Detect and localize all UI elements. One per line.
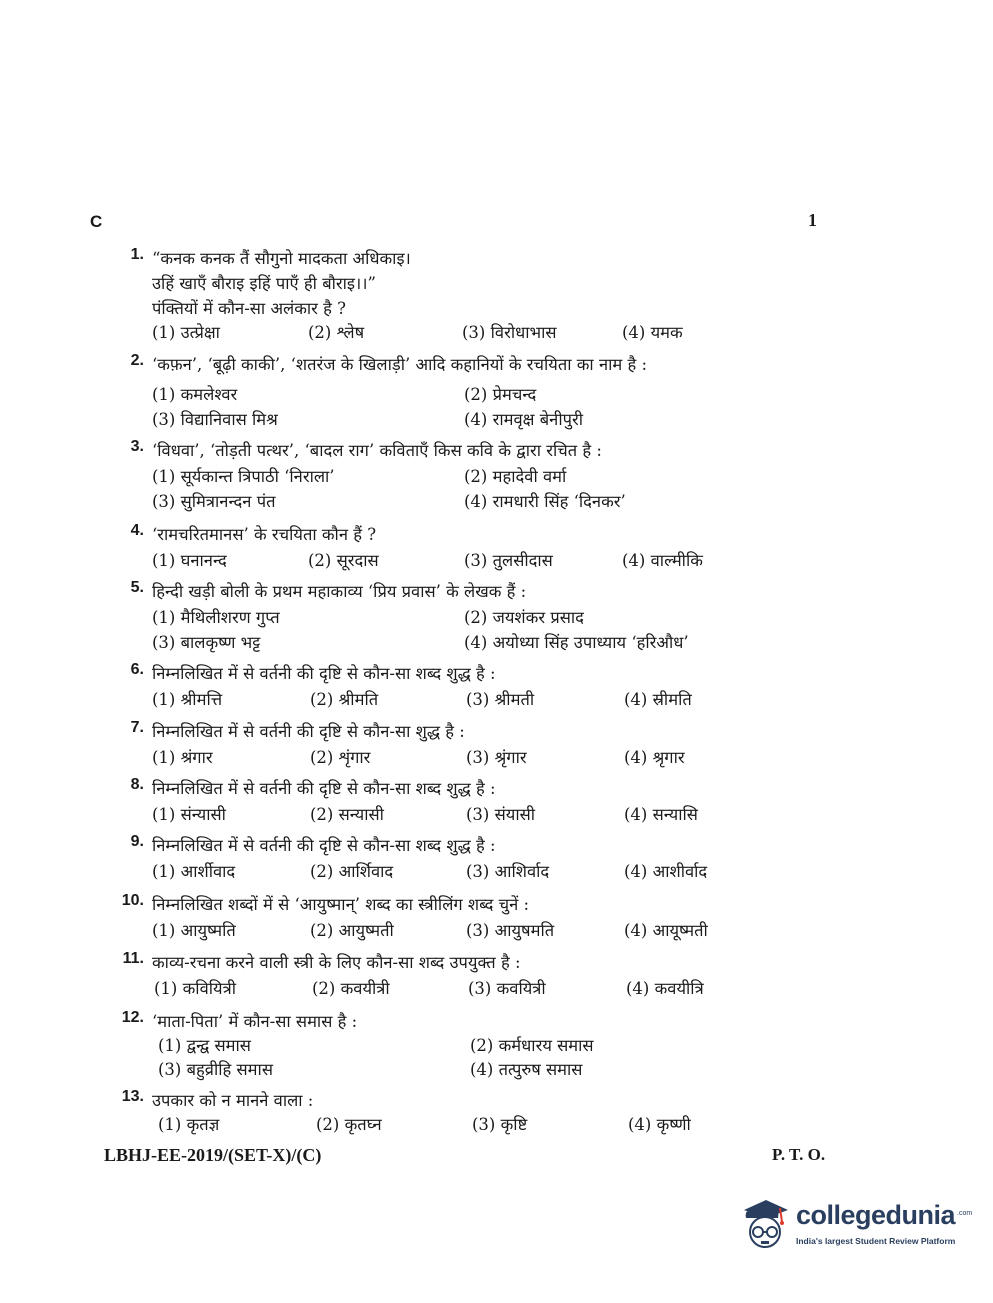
option: (3) आयुषमति (466, 921, 555, 940)
option: (4) तत्पुरुष समास (470, 1060, 583, 1079)
question-text: पंक्तियों में कौन-सा अलंकार है ? (152, 299, 347, 318)
question-number: 3. (130, 438, 144, 455)
question-text: उपकार को न मानने वाला : (152, 1091, 314, 1110)
option: (2) महादेवी वर्मा (464, 467, 567, 486)
option: (2) श्लेष (308, 323, 365, 342)
question-number: 1. (130, 246, 144, 263)
option: (2) सूरदास (308, 551, 379, 570)
option: (1) श्रीमत्ति (152, 690, 223, 709)
option: (2) सन्यासी (310, 805, 384, 824)
option: (2) जयशंकर प्रसाद (464, 608, 584, 627)
question-text: निम्नलिखित में से वर्तनी की दृष्टि से कौन-सा शुद्ध है : (152, 722, 465, 741)
question-text: ‘माता-पिता’ में कौन-सा समास है : (152, 1012, 358, 1031)
option: (1) संन्यासी (152, 805, 226, 824)
option: (3) संयासी (466, 805, 536, 824)
option: (1) कमलेश्वर (152, 385, 238, 404)
option: (3) कृष्टि (472, 1115, 528, 1134)
option: (2) कर्मधारय समास (470, 1036, 594, 1055)
option: (3) बालकृष्ण भट्ट (152, 633, 261, 652)
option: (3) विद्यानिवास मिश्र (152, 410, 278, 429)
option: (2) शृंगार (310, 748, 371, 767)
question-number: 13. (121, 1088, 144, 1105)
option: (1) आयुष्मति (152, 921, 236, 940)
question-text: हिन्दी खड़ी बोली के प्रथम महाकाव्य ‘प्रिय प्रवास’ के लेखक हैं : (152, 582, 527, 601)
page-number: 1 (808, 210, 817, 230)
mascot-icon (736, 1196, 794, 1256)
option: (4) यमक (622, 323, 683, 342)
option: (1) द्वन्द्व समास (158, 1036, 251, 1055)
question-text: निम्नलिखित में से वर्तनी की दृष्टि से कौन-सा शब्द शुद्ध है : (152, 779, 496, 798)
option: (1) उत्प्रेक्षा (152, 323, 220, 342)
option: (2) आयुष्मती (310, 921, 394, 940)
question-number: 10. (121, 892, 144, 909)
question-number: 4. (130, 522, 144, 539)
question-text: “कनक कनक तैं सौगुनो मादकता अधिकाइ। (152, 249, 411, 268)
set-letter: C (90, 212, 103, 231)
option: (3) विरोधाभास (462, 323, 557, 342)
option: (4) स्रीमति (624, 690, 692, 709)
logo-tagline: India's largest Student Review Platform (796, 1236, 956, 1246)
option: (2) कृतघ्न (316, 1115, 382, 1134)
question-number: 2. (130, 352, 144, 369)
option: (4) अयोध्या सिंह उपाध्याय ‘हरिऔध’ (464, 633, 689, 652)
option: (1) श्रंगार (152, 748, 213, 767)
question-text: निम्नलिखित में से वर्तनी की दृष्टि से कौन-सा शब्द शुद्ध है : (152, 664, 496, 683)
option: (4) कृष्णी (628, 1115, 691, 1134)
option: (3) आशिर्वाद (466, 862, 550, 881)
question-text: उहिं खाएँ बौराइ इहिं पाएँ ही बौराइ।।” (152, 274, 376, 293)
paper-code: LBHJ-EE-2019/(SET-X)/(C) (104, 1145, 322, 1165)
option: (3) तुलसीदास (464, 551, 553, 570)
option: (4) वाल्मीकि (622, 551, 703, 570)
question-text: निम्नलिखित शब्दों में से ‘आयुष्मान्’ शब्द का स्त्रीलिंग शब्द चुनें : (152, 895, 530, 914)
option: (3) सुमित्रानन्दन पंत (152, 492, 276, 511)
option: (4) सन्यासि (624, 805, 698, 824)
question-number: 6. (130, 661, 144, 678)
logo-suffix: .com (957, 1210, 973, 1217)
option: (1) सूर्यकान्त त्रिपाठी ‘निराला’ (152, 467, 335, 486)
option: (3) श्रृंगार (466, 748, 527, 767)
option: (3) श्रीमती (466, 690, 535, 709)
question-number: 11. (122, 950, 144, 967)
option: (4) श्रृगार (624, 748, 685, 767)
option: (3) कवयित्री (468, 979, 546, 998)
collegedunia-logo (736, 1196, 973, 1256)
pto-label: P. T. O. (772, 1145, 826, 1164)
option: (2) आर्शिवाद (310, 862, 394, 881)
option: (4) रामवृक्ष बेनीपुरी (464, 410, 584, 429)
option: (2) श्रीमति (310, 690, 379, 709)
logo-wordmark: collegedunia (796, 1200, 956, 1230)
option: (2) कवयीत्री (312, 979, 390, 998)
option: (1) कृतज्ञ (158, 1115, 220, 1134)
question-number: 7. (130, 719, 144, 736)
option: (4) कवयीत्रि (626, 979, 704, 998)
option: (4) आयूष्मती (624, 921, 708, 940)
question-text: ‘कफ़न’, ‘बूढ़ी काकी’, ‘शतरंज के खिलाड़ी’ आदि कहानियों के रचयिता का नाम है : (152, 355, 648, 374)
question-number: 8. (130, 776, 144, 793)
question-text: ‘विधवा’, ‘तोड़ती पत्थर’, ‘बादल राग’ कविताएँ किस कवि के द्वारा रचित है : (152, 441, 602, 460)
question-number: 12. (121, 1009, 144, 1026)
option: (4) रामधारी सिंह ‘दिनकर’ (464, 492, 626, 511)
option: (1) आर्शीवाद (152, 862, 236, 881)
option: (1) मैथिलीशरण गुप्त (152, 608, 280, 627)
question-number: 5. (130, 579, 144, 596)
option: (1) घनानन्द (152, 551, 227, 570)
question-number: 9. (130, 833, 144, 850)
question-text: निम्नलिखित में से वर्तनी की दृष्टि से कौन-सा शब्द शुद्ध है : (152, 836, 496, 855)
question-text: काव्य-रचना करने वाली स्त्री के लिए कौन-सा शब्द उपयुक्त है : (152, 953, 521, 972)
option: (3) बहुव्रीहि समास (158, 1060, 273, 1079)
question-text: ‘रामचरितमानस’ के रचयिता कौन हैं ? (152, 525, 377, 544)
option: (1) कवियित्री (154, 979, 236, 998)
option: (4) आशीर्वाद (624, 862, 708, 881)
option: (2) प्रेमचन्द (464, 385, 537, 404)
